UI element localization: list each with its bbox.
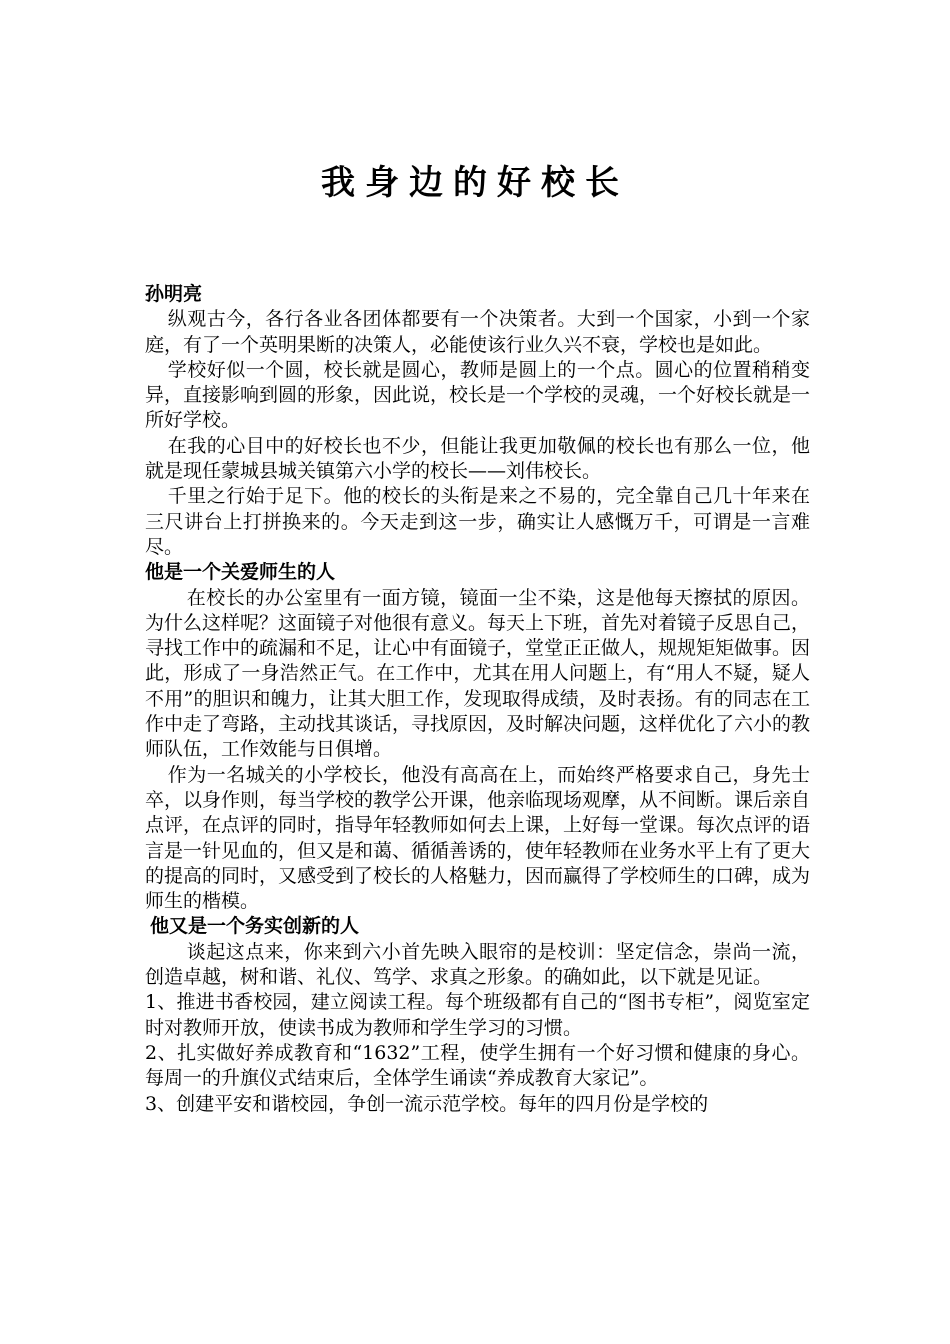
paragraph-example: 作为一名城关的小学校长，他没有高高在上，而始终严格要求自己，身先士卒，以身作则，每当学校的教学公开课，他亲临现场观摩，从不间断。课后亲自点评，在点评的同时，指导年轻教师如何去上课，上好每一堂课。每次点评的语言是一针见血的，但又是和蔼、循循善诱的，使年轻教师在业务水平上有了更大的提高的同时，又感受到了校长的人格魅力，因而赢得了学校师生的口碑，成为师生的楷模。 [145,763,811,913]
section-heading-care: 他是一个关爱师生的人 [145,561,336,584]
paragraph-intro: 纵观古今，各行各业各团体都要有一个决策者。大到一个国家，小到一个家庭，有了一个英明果断的决策人，必能使该行业久兴不衰，学校也是如此。 [145,308,810,356]
paragraph-circle: 学校好似一个圆，校长就是圆心，教师是圆上的一个点。圆心的位置稍稍变异，直接影响到圆的形象，因此说，校长是一个学校的灵魂，一个好校长就是一所好学校。 [145,358,811,432]
document-title: 我身边的好校长 [321,163,629,203]
paragraph-mirror: 在校长的办公室里有一面方镜，镜面一尘不染，这是他每天擦拭的原因。为什么这样呢？这面镜子对他很有意义。每天上下班，首先对着镜子反思自己，寻找工作中的疏漏和不足，让心中有面镜子，堂堂正正做人，规规矩矩做事。因此，形成了一身浩然正气。在工作中，尤其在用人问题上，有“用人不疑，疑人不用”的胆识和魄力，让其大胆工作，发现取得成绩，及时表扬。有的同志在工作中走了弯路，主动找其谈话，寻找原因，及时解决问题，这样优化了六小的教师队伍，工作效能与日俱增。 [145,586,811,761]
list-item: 1、推进书香校园，建立阅读工程。每个班级都有自己的“图书专柜”，阅览室定时对教师开放，使读书成为教师和学生学习的习惯。 [145,991,810,1039]
list-item: 3、创建平安和谐校园，争创一流示范学校。每年的四月份是学校的 [145,1092,709,1115]
paragraph-principal: 在我的心目中的好校长也不少，但能让我更加敬佩的校长也有那么一位，他就是现任蒙城县城关镇第六小学的校长——刘伟校长。 [145,434,810,483]
paragraph-journey: 千里之行始于足下。他的校长的头衔是来之不易的，完全靠自己几十年来在三尺讲台上打拼换来的。今天走到这一步，确实让人感慨万千，可谓是一言难尽。 [145,485,810,558]
paragraph-motto: 谈起这点来，你来到六小首先映入眼帘的是校训：坚定信念，崇尚一流，创造卓越，树和谐、礼仪、笃学、求真之形象。的确如此，以下就是见证。 [145,940,810,989]
list-item: 2、扎实做好养成教育和“1632”工程，使学生拥有一个好习惯和健康的身心。每周一的升旗仪式结束后，全体学生诵读“养成教育大家记”。 [145,1041,810,1090]
author-name: 孙明亮 [145,283,203,305]
document-body [145,282,810,1117]
section-heading-innovation: 他又是一个务实创新的人 [150,915,360,938]
